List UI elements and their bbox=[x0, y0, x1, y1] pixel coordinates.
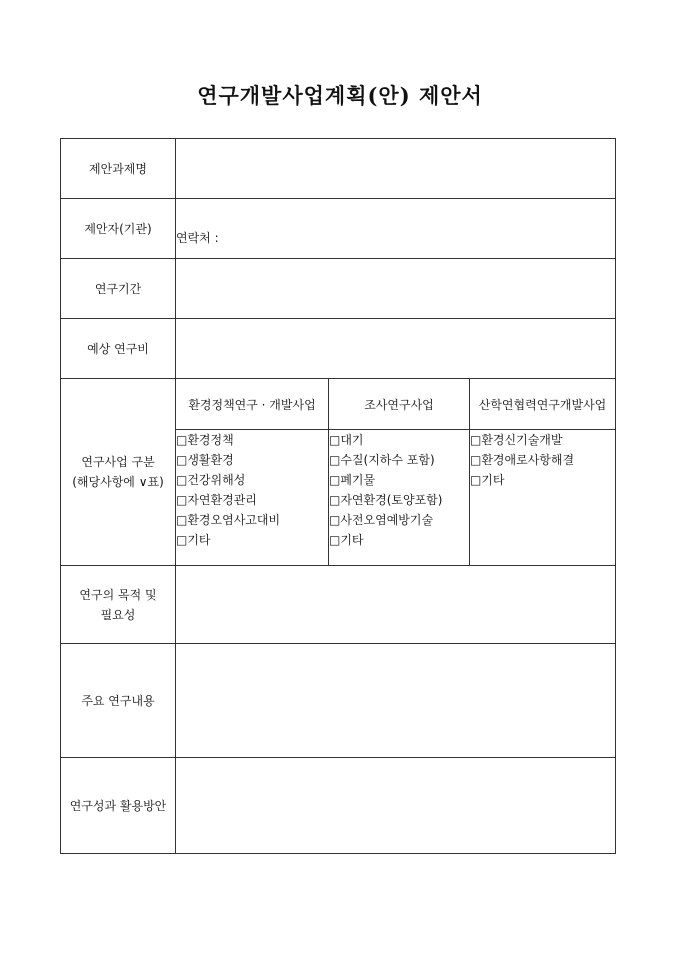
purpose-label-line1: 연구의 목적 및 bbox=[79, 587, 157, 602]
row-purpose bbox=[61, 566, 616, 644]
row-category-header bbox=[61, 379, 616, 430]
document-title: 연구개발사업계획(안) 제안서 bbox=[197, 83, 483, 108]
option-living-environment[interactable]: □생활환경 bbox=[176, 453, 234, 467]
project-name-field[interactable] bbox=[176, 139, 616, 199]
purpose-label-line2: 필요성 bbox=[100, 607, 136, 622]
option-pollution-prevention[interactable]: □사전오염예방기술 bbox=[329, 513, 434, 527]
category-col-industry-options bbox=[470, 430, 616, 566]
option-environmental-policy[interactable]: □환경정책 bbox=[176, 433, 234, 447]
proposal-form-table bbox=[60, 138, 616, 854]
option-health-risk[interactable]: □건강위해성 bbox=[176, 473, 246, 487]
option-new-technology[interactable]: □환경신기술개발 bbox=[470, 433, 563, 447]
period-field[interactable] bbox=[176, 259, 616, 319]
project-name-label: 제안과제명 bbox=[61, 139, 176, 199]
content-field[interactable] bbox=[176, 644, 616, 758]
row-outcome bbox=[61, 758, 616, 854]
outcome-label: 연구성과 활용방안 bbox=[61, 758, 176, 854]
option-policy-other[interactable]: □기타 bbox=[176, 533, 211, 547]
outcome-field[interactable] bbox=[176, 758, 616, 854]
category-label-line1: 연구사업 구분 bbox=[81, 455, 155, 469]
row-project-name bbox=[61, 139, 616, 199]
contact-label: 연락처 : bbox=[176, 231, 219, 245]
category-col-industry-header: 산학연협력연구개발사업 bbox=[470, 379, 616, 430]
category-col-policy-options bbox=[176, 430, 329, 566]
option-problem-solving[interactable]: □환경애로사항해결 bbox=[470, 453, 575, 467]
category-label-line2: (해당사항에 ∨표) bbox=[72, 475, 164, 489]
category-label bbox=[61, 379, 176, 566]
option-natural-environment[interactable]: □자연환경(토양포함) bbox=[329, 493, 443, 507]
proposer-label: 제안자(기관) bbox=[61, 199, 176, 259]
content-label: 주요 연구내용 bbox=[61, 644, 176, 758]
purpose-field[interactable] bbox=[176, 566, 616, 644]
option-water-quality[interactable]: □수질(지하수 포함) bbox=[329, 453, 435, 467]
option-waste[interactable]: □폐기물 bbox=[329, 473, 376, 487]
row-budget bbox=[61, 319, 616, 379]
purpose-label bbox=[61, 566, 176, 644]
budget-label: 예상 연구비 bbox=[61, 319, 176, 379]
row-proposer bbox=[61, 199, 616, 259]
proposer-field[interactable] bbox=[176, 199, 616, 259]
category-col-policy-header: 환경정책연구 · 개발사업 bbox=[176, 379, 329, 430]
option-survey-other[interactable]: □기타 bbox=[329, 533, 364, 547]
option-air[interactable]: □대기 bbox=[329, 433, 364, 447]
option-pollution-accident[interactable]: □환경오염사고대비 bbox=[176, 513, 281, 527]
row-content bbox=[61, 644, 616, 758]
option-industry-other[interactable]: □기타 bbox=[470, 473, 505, 487]
row-period bbox=[61, 259, 616, 319]
category-col-survey-header: 조사연구사업 bbox=[329, 379, 470, 430]
category-col-survey-options bbox=[329, 430, 470, 566]
period-label: 연구기간 bbox=[61, 259, 176, 319]
option-nature-management[interactable]: □자연환경관리 bbox=[176, 493, 257, 507]
budget-field[interactable] bbox=[176, 319, 616, 379]
